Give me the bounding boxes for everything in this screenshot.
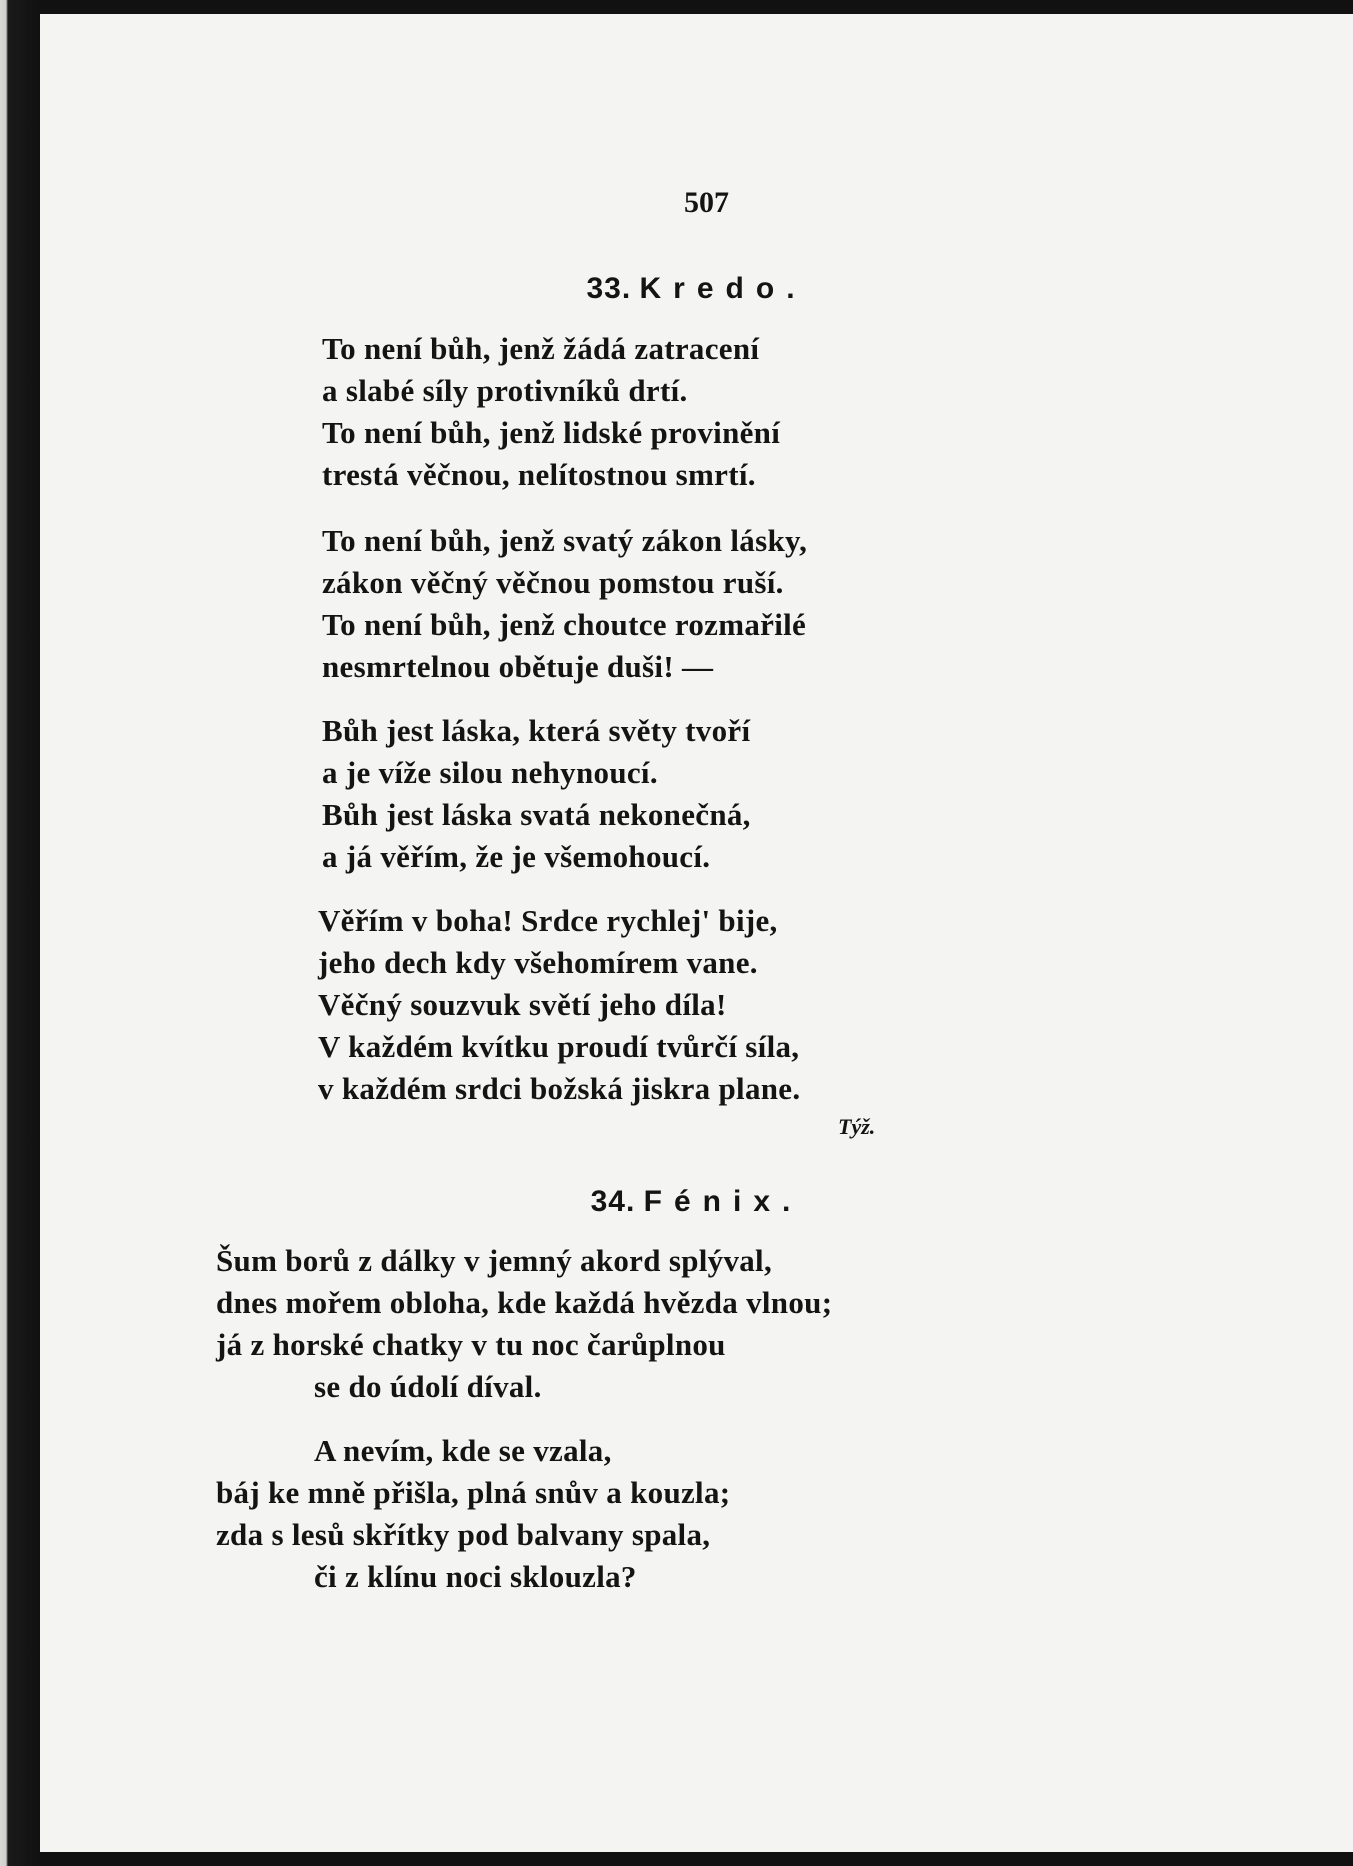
verse-line: Bůh jest láska svatá nekonečná, <box>322 797 751 832</box>
poem-name: Fénix. <box>643 1185 803 1218</box>
stanza-kredo-2 <box>322 520 807 688</box>
verse-line: jeho dech kdy všehomírem vane. <box>318 945 758 980</box>
verse-line: To není bůh, jenž žádá zatracení <box>322 331 760 366</box>
verse-line: Věřím v boha! Srdce rychlej' bije, <box>318 903 778 938</box>
poem-title-kredo <box>40 272 1353 306</box>
verse-line: v každém srdci božská jiskra plane. <box>318 1071 801 1106</box>
stanza-fenix-1 <box>216 1240 832 1408</box>
poem-title-fenix <box>40 1185 1353 1219</box>
verse-line: zákon věčný věčnou pomstou ruší. <box>322 565 784 600</box>
page-number: 507 <box>684 186 729 219</box>
verse-line: a slabé síly protivníků drtí. <box>322 373 688 408</box>
verse-line: Šum borů z dálky v jemný akord splýval, <box>216 1243 773 1278</box>
verse-line: Věčný souzvuk světí jeho díla! <box>318 987 727 1022</box>
verse-line: V každém kvítku proudí tvůrčí síla, <box>318 1029 800 1064</box>
book-binding-edge <box>0 0 40 1866</box>
poem-number: 34. <box>590 1185 636 1218</box>
verse-line: či z klínu noci sklouzla? <box>314 1559 637 1594</box>
stanza-kredo-4 <box>318 900 800 1110</box>
verse-line: se do údolí díval. <box>314 1369 542 1404</box>
verse-line: zda s lesů skřítky pod balvany spala, <box>216 1517 711 1552</box>
verse-line: nesmrtelnou obětuje duši! — <box>322 649 714 684</box>
book-page <box>40 14 1353 1852</box>
verse-line: báj ke mně přišla, plná snův a kouzla; <box>216 1475 731 1510</box>
verse-line: a je víže silou nehynoucí. <box>322 755 658 790</box>
verse-line: dnes mořem obloha, kde každá hvězda vlnou; <box>216 1285 833 1320</box>
poem-signature: Týž. <box>838 1114 876 1139</box>
poem-name: Kredo. <box>639 272 807 305</box>
verse-line: já z horské chatky v tu noc čarůplnou <box>216 1327 726 1362</box>
verse-line: To není bůh, jenž choutce rozmařilé <box>322 607 807 642</box>
verse-line: A nevím, kde se vzala, <box>314 1433 612 1468</box>
stanza-kredo-3 <box>322 710 751 878</box>
verse-line: To není bůh, jenž lidské provinění <box>322 415 781 450</box>
stanza-kredo-1 <box>322 328 780 496</box>
verse-line: Bůh jest láska, která světy tvoří <box>322 713 751 748</box>
verse-line: To není bůh, jenž svatý zákon lásky, <box>322 523 808 558</box>
verse-line: a já věřím, že je všemohoucí. <box>322 839 711 874</box>
verse-line: trestá věčnou, nelítostnou smrtí. <box>322 457 756 492</box>
poem-number: 33. <box>586 272 632 305</box>
stanza-fenix-2 <box>216 1430 730 1598</box>
